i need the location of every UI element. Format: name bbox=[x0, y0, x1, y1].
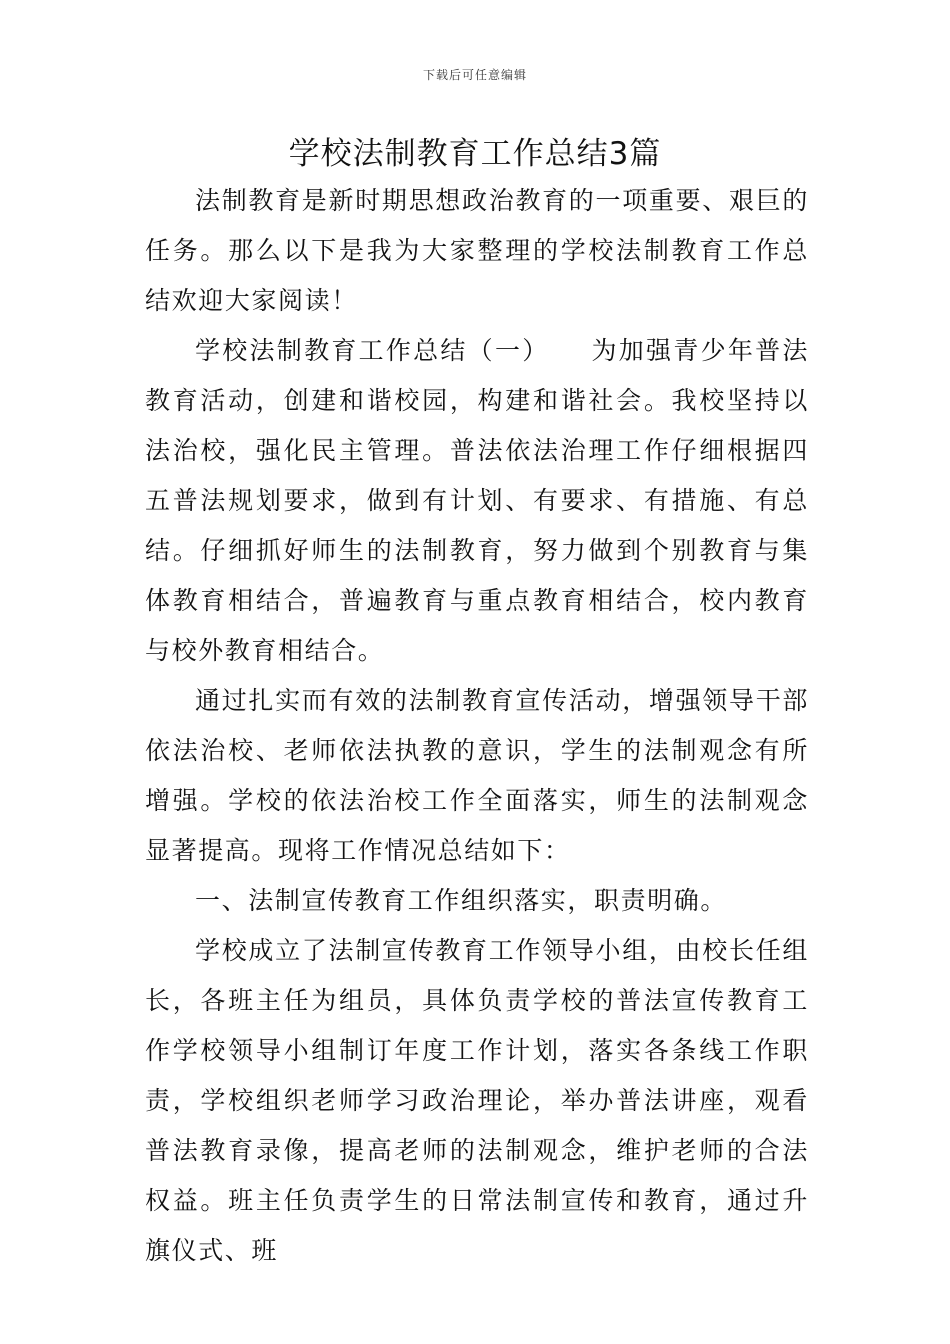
paragraph-intro: 法制教育是新时期思想政治教育的一项重要、艰巨的任务。那么以下是我为大家整理的学校法制教育工作总结欢迎大家阅读！ bbox=[145, 186, 809, 315]
document-title: 学校法制教育工作总结3篇 bbox=[288, 136, 662, 172]
paragraph-organization: 学校成立了法制宣传教育工作领导小组，由校长任组长，各班主任为组员，具体负责学校的普法宣传教育工作学校领导小组制订年度工作计划，落实各条线工作职责，学校组织老师学习政治理论，举办普法讲座，观看普法教育录像，提高老师的法制观念，维护老师的合法权益。班主任负责学生的日常法制宣传和教育，通过升旗仪式、班 bbox=[145, 936, 809, 1265]
paragraph-overview: 通过扎实而有效的法制教育宣传活动，增强领导干部依法治校、老师依法执教的意识，学生的法制观念有所增强。学校的依法治校工作全面落实，师生的法制观念显著提高。现将工作情况总结如下： bbox=[145, 686, 809, 865]
document-body bbox=[145, 176, 809, 1276]
paragraph-summary-one: 学校法制教育工作总结（一） 为加强青少年普法教育活动，创建和谐校园，构建和谐社会。我校坚持以法治校，强化民主管理。普法依法治理工作仔细根据四五普法规划要求，做到有计划、有要求、有措施、有总结。仔细抓好师生的法制教育，努力做到个别教育与集体教育相结合，普遍教育与重点教育相结合，校内教育与校外教育相结合。 bbox=[145, 336, 809, 665]
section-heading-one: 一、法制宣传教育工作组织落实，职责明确。 bbox=[195, 886, 728, 915]
header-note: 下载后可任意编辑 bbox=[422, 68, 527, 82]
